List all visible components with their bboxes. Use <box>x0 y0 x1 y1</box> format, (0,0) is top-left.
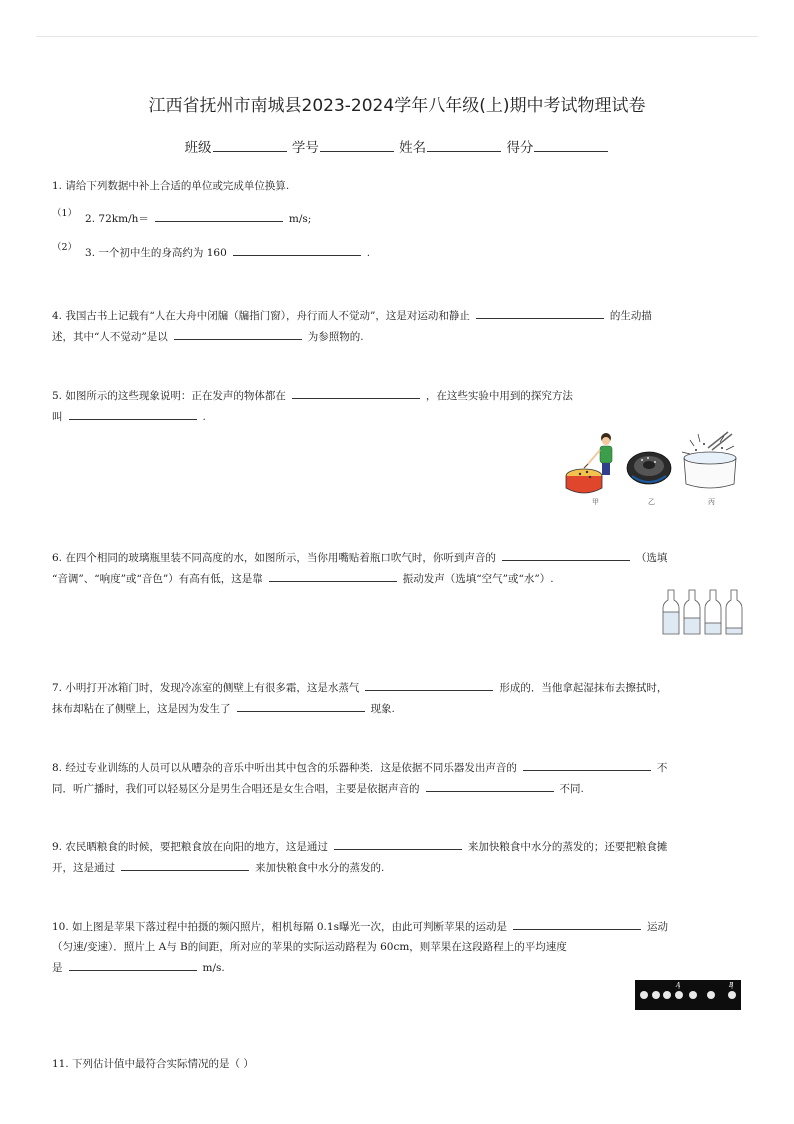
bottle-1 <box>663 590 679 634</box>
question-5 <box>52 385 742 427</box>
bottle-2 <box>684 590 700 634</box>
sub-2-pre: 3. 一个初中生的身高约为 160 <box>85 247 227 259</box>
bottle-3 <box>705 590 721 634</box>
answer-blank[interactable] <box>523 757 651 771</box>
question-text: 5. 如图所示的这些现象说明：正在发声的物体都在 <box>52 390 286 402</box>
student-info-row <box>0 136 794 156</box>
question-8 <box>52 757 742 799</box>
question-text: 4. 我国古书上记载有“人在大舟中闭牖（牖指门窗），舟行而人不觉动”，这是对运动和静止 <box>52 310 470 322</box>
apple-position <box>707 991 715 999</box>
name-blank[interactable] <box>427 139 501 152</box>
question-text: 不同. <box>559 783 584 795</box>
score-label: 得分 <box>506 140 534 156</box>
answer-blank[interactable] <box>513 916 641 930</box>
question-text: m/s. <box>202 962 225 974</box>
question-1-sub-2 <box>52 242 370 264</box>
answer-blank[interactable] <box>69 406 197 420</box>
score-blank[interactable] <box>534 139 608 152</box>
figure-label-yi: 乙 <box>648 498 655 506</box>
question-text: 现象. <box>370 703 395 715</box>
page-title: 江西省抚州市南城县2023-2024学年八年级(上)期中考试物理试卷 <box>148 96 646 116</box>
answer-blank[interactable] <box>365 677 493 691</box>
answer-blank[interactable] <box>155 208 283 222</box>
question-text: 述，其中“人不觉动”是以 <box>52 331 168 343</box>
drum-experiment-illustration <box>566 433 612 493</box>
question-text: 8. 经过专业训练的人员可以从嘈杂的音乐中听出其中包含的乐器种类．这是依据不同乐器发出声音的 <box>52 762 517 774</box>
question-text: . <box>202 411 206 423</box>
answer-blank[interactable] <box>237 698 365 712</box>
question-text: 叫 <box>52 411 63 423</box>
answer-blank[interactable] <box>502 547 630 561</box>
question-text: 抹布却粘在了侧壁上，这是因为发生了 <box>52 703 231 715</box>
vibration-experiments-figure <box>562 428 747 508</box>
question-7 <box>52 677 742 719</box>
name-label: 姓名 <box>399 140 427 156</box>
answer-blank[interactable] <box>334 836 462 850</box>
question-6 <box>52 547 742 589</box>
question-1-sub-1 <box>52 208 311 230</box>
class-label: 班级 <box>184 140 212 156</box>
answer-blank[interactable] <box>69 957 197 971</box>
tuning-fork-experiment-illustration <box>682 432 736 488</box>
question-text: 6. 在四个相同的玻璃瓶里装不同高度的水，如图所示，当你用嘴贴着瓶口吹气时，你听到声音的 <box>52 552 496 564</box>
sub-2-post: . <box>366 247 371 259</box>
top-divider <box>36 36 758 37</box>
apple-position <box>689 991 697 999</box>
question-text: “音调”、“响度”或“音色”）有高有低，这是靠 <box>52 573 263 585</box>
question-1 <box>52 176 742 196</box>
question-text: 10. 如上图是苹果下落过程中拍摄的频闪照片，相机每隔 0.1s曝光一次，由此可判断苹果的运动是 <box>52 921 507 933</box>
sub-1-pre: 2. 72km/h＝ <box>85 213 149 225</box>
answer-blank[interactable] <box>426 778 554 792</box>
bottle-4 <box>726 590 742 634</box>
question-text: 振动发声（选填“空气”或“水”）. <box>402 573 554 585</box>
point-a-label: A <box>676 982 681 989</box>
apple-position <box>675 991 683 999</box>
photo-background <box>635 980 741 1010</box>
point-b-label: B <box>729 982 734 989</box>
question-text: 不 <box>656 762 668 774</box>
question-4 <box>52 305 742 347</box>
figure-label-jia: 甲 <box>592 498 599 506</box>
question-text: 来加快粮食中水分的蒸发的；还要把粮食摊 <box>467 841 668 853</box>
question-text: 开，这是通过 <box>52 862 115 874</box>
student-id-blank[interactable] <box>320 139 394 152</box>
answer-blank[interactable] <box>292 385 420 399</box>
strobe-photo-figure <box>635 980 741 1010</box>
figure-label-bing: 丙 <box>708 498 715 506</box>
apple-position <box>728 991 736 999</box>
answer-blank[interactable] <box>269 568 397 582</box>
answer-blank[interactable] <box>476 305 604 319</box>
question-text: 的生动描 <box>609 310 652 322</box>
answer-blank[interactable] <box>233 242 361 256</box>
class-blank[interactable] <box>213 139 287 152</box>
speaker-experiment-illustration <box>627 452 671 484</box>
question-9 <box>52 836 742 878</box>
question-11 <box>52 1054 742 1074</box>
water-bottles-figure <box>662 588 744 636</box>
sub-tag: （1） <box>52 208 78 219</box>
apple-position <box>640 991 648 999</box>
question-text: 来加快粮食中水分的蒸发的. <box>255 862 385 874</box>
question-text: （匀速/变速）．照片上 A与 B的间距，所对应的苹果的实际运动路程为 60cm，则苹果在这段路程上的平均速度 <box>52 941 567 953</box>
question-text: 为参照物的. <box>307 331 364 343</box>
question-text: 7. 小明打开冰箱门时，发现冷冻室的侧壁上有很多霜，这是水蒸气 <box>52 682 360 694</box>
question-text: 同．听广播时，我们可以轻易区分是男生合唱还是女生合唱，主要是依据声音的 <box>52 783 420 795</box>
apple-position <box>652 991 660 999</box>
question-text: ，在这些实验中用到的探究方法 <box>425 390 573 402</box>
question-10 <box>52 916 742 978</box>
question-text: 形成的．当他拿起湿抹布去擦拭时， <box>499 682 668 694</box>
question-text: 运动 <box>646 921 668 933</box>
student-id-label: 学号 <box>291 140 319 156</box>
question-text: （选填 <box>635 552 668 564</box>
question-text: 9. 农民晒粮食的时候，要把粮食放在向阳的地方，这是通过 <box>52 841 328 853</box>
question-text: 是 <box>52 962 63 974</box>
answer-blank[interactable] <box>174 326 302 340</box>
question-1-text: 1. 请给下列数据中补上合适的单位或完成单位换算. <box>52 180 290 192</box>
sub-1-post: m/s; <box>288 213 312 225</box>
apple-position <box>663 991 671 999</box>
sub-tag: （2） <box>52 242 78 253</box>
question-text: 11. 下列估计值中最符合实际情况的是（ ） <box>52 1058 254 1070</box>
answer-blank[interactable] <box>121 857 249 871</box>
